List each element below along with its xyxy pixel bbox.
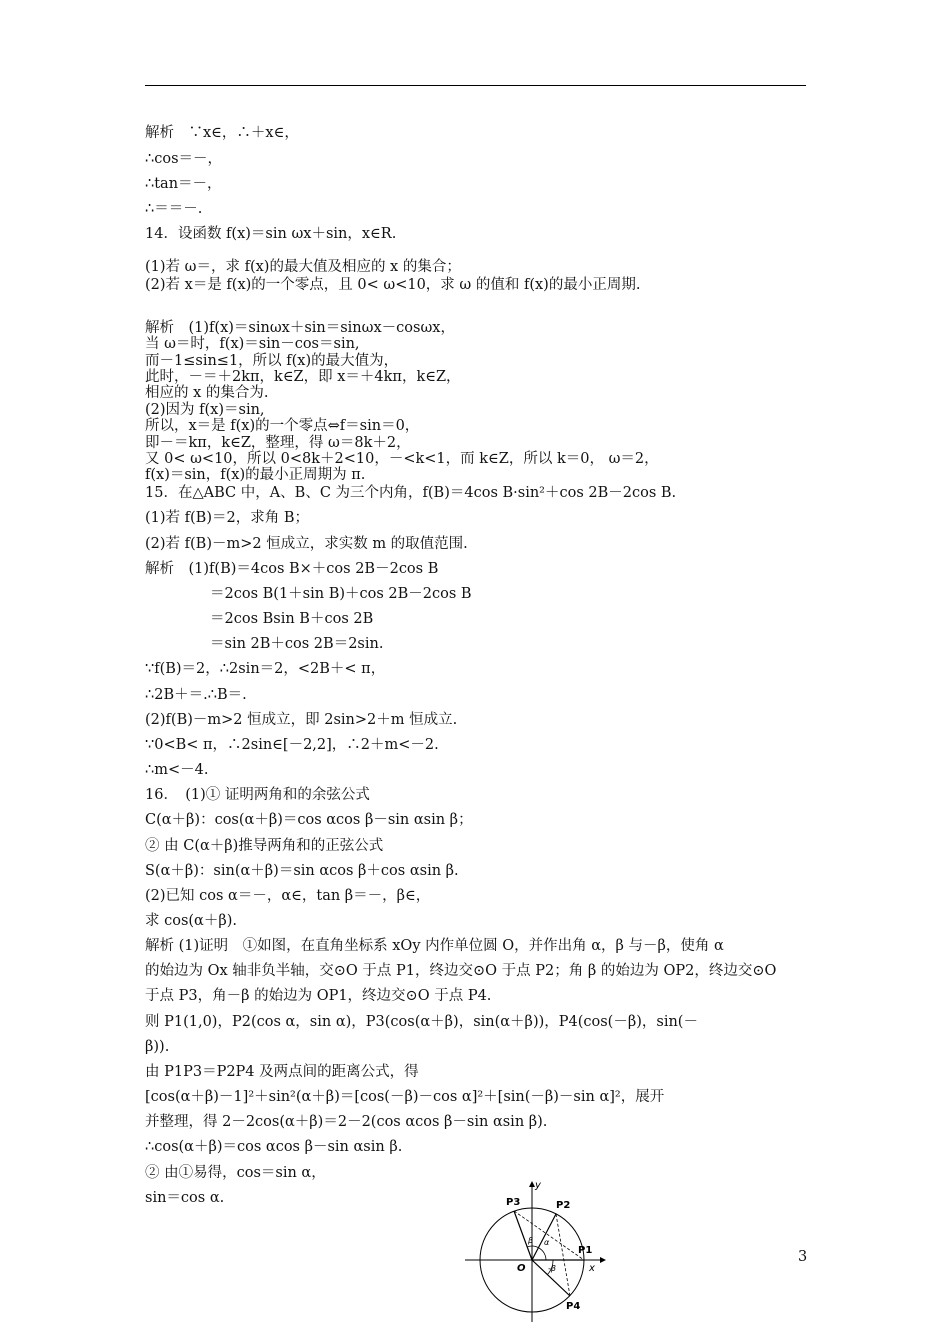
text-line: f(x)＝sin，f(x)的最小正周期为 π. xyxy=(145,467,366,483)
text-line: (2)若 f(B)－m>2 恒成立，求实数 m 的取值范围. xyxy=(145,536,468,552)
text-line: 解析 (1)证明 ①如图，在直角坐标系 xOy 内作单位圆 O，并作出角 α，β 与－β，使角 α xyxy=(145,938,724,954)
text-line: 而－1≤sin≤1，所以 f(x)的最大值为， xyxy=(145,353,399,369)
problem-14-title: 14．设函数 f(x)＝sin ωx＋sin，x∈R. xyxy=(145,226,397,242)
text-line: ＝sin 2B＋cos 2B＝2sin. xyxy=(210,636,384,652)
text-line: C(α＋β)：cos(α＋β)＝cos αcos β－sin αsin β； xyxy=(145,812,473,828)
text-line: 又 0< ω<10，所以 0<8k＋2<10，－<k<1，而 k∈Z，所以 k＝0， ω＝2， xyxy=(145,451,659,467)
label-p4: P4 xyxy=(566,1301,581,1312)
text-line: β)). xyxy=(145,1039,170,1055)
problem-15-title: 15．在△ABC 中，A、B、C 为三个内角，f(B)＝4cos B·sin²＋cos 2B－2cos B. xyxy=(145,485,677,501)
text-line: ∴m<－4. xyxy=(145,762,209,778)
text-line: ＝2cos B(1＋sin B)＋cos 2B－2cos B xyxy=(210,586,472,602)
text-line: (1)若 ω＝，求 f(x)的最大值及相应的 x 的集合； xyxy=(145,259,461,275)
text-line: 的始边为 Ox 轴非负半轴，交⊙O 于点 P1，终边交⊙O 于点 P2；角 β 的始边为 OP2，终边交⊙O xyxy=(145,963,777,979)
text-line: ∵0<B< π，∴2sin∈[－2,2]，∴2＋m<－2. xyxy=(145,737,439,753)
text-line: ∴2B＋＝.∴B＝. xyxy=(145,687,247,703)
text-line: 由 P1P3＝P2P4 及两点间的距离公式，得 xyxy=(145,1064,419,1080)
text-line: S(α＋β)：sin(α＋β)＝sin αcos β＋cos αsin β. xyxy=(145,863,459,879)
text-line: (2)f(B)－m>2 恒成立，即 2sin>2＋m 恒成立. xyxy=(145,712,458,728)
text-line: 当 ω＝时，f(x)＝sin－cos＝sin, xyxy=(145,336,360,352)
text-line: ② 由 C(α＋β)推导两角和的正弦公式 xyxy=(145,838,384,854)
text-line: 于点 P3，角－β 的始边为 OP1，终边交⊙O 于点 P4. xyxy=(145,988,492,1004)
chord-p1p3 xyxy=(514,1211,584,1260)
text-line: ∵f(B)＝2，∴2sin＝2，<2B＋< π， xyxy=(145,661,386,677)
text-line: [cos(α＋β)－1]²＋sin²(α＋β)＝[cos(－β)－cos α]²＋[sin(－β)－sin α]²，展开 xyxy=(145,1089,665,1105)
label-x: x xyxy=(589,1263,595,1274)
unit-circle-diagram xyxy=(460,1175,610,1325)
arc-beta xyxy=(527,1246,539,1248)
text-line: 相应的 x 的集合为. xyxy=(145,385,269,401)
text-line: 此时，－＝＋2kπ，k∈Z，即 x＝＋4kπ，k∈Z， xyxy=(145,369,461,385)
x-axis-arrow xyxy=(600,1257,606,1263)
label-y: y xyxy=(535,1180,541,1191)
page-number: 3 xyxy=(798,1249,808,1265)
text-line: 解析 ∵x∈，∴＋x∈， xyxy=(145,125,299,141)
text-line: (2)因为 f(x)＝sin, xyxy=(145,402,265,418)
text-line: 则 P1(1,0)，P2(cos α，sin α)，P3(cos(α＋β)，sin(α＋β))，P4(cos(－β)，sin(－ xyxy=(145,1014,698,1030)
label-p1: P1 xyxy=(578,1245,593,1256)
text-line: (1)若 f(B)＝2，求角 B； xyxy=(145,510,309,526)
text-line: ＝2cos Bsin B＋cos 2B xyxy=(210,611,374,627)
label-p3: P3 xyxy=(506,1197,521,1208)
label-origin: O xyxy=(517,1263,526,1274)
label-neg-beta: -β xyxy=(548,1264,556,1273)
text-line: ∴＝＝－. xyxy=(145,201,203,217)
text-line: 求 cos(α＋β). xyxy=(145,913,237,929)
label-p2: P2 xyxy=(556,1200,571,1211)
text-line: 解析 (1)f(x)＝sinωx＋sin＝sinωx－cosωx， xyxy=(145,320,455,336)
chord-p2p4 xyxy=(556,1214,570,1296)
text-line: 并整理，得 2－2cos(α＋β)＝2－2(cos αcos β－sin αsin β). xyxy=(145,1114,548,1130)
text-line: sin＝cos α. xyxy=(145,1190,225,1206)
header-rule xyxy=(145,85,806,86)
text-line: 所以，x＝是 f(x)的一个零点⇔f＝sin＝0， xyxy=(145,418,420,434)
text-line: 即－＝kπ，k∈Z，整理，得 ω＝8k＋2， xyxy=(145,435,411,451)
arc-alpha xyxy=(539,1248,546,1260)
text-line: ∴tan＝－， xyxy=(145,176,222,192)
text-line: ② 由①易得，cos＝sin α， xyxy=(145,1165,326,1181)
label-alpha: α xyxy=(544,1238,550,1247)
problem-16-title: 16． (1)① 证明两角和的余弦公式 xyxy=(145,787,370,803)
text-line: 解析 (1)f(B)＝4cos B×＋cos 2B－2cos B xyxy=(145,561,439,577)
text-line: ∴cos(α＋β)＝cos αcos β－sin αsin β. xyxy=(145,1139,403,1155)
text-line: (2)已知 cos α＝－，α∈，tan β＝－，β∈， xyxy=(145,888,431,904)
label-beta: β xyxy=(528,1236,534,1245)
text-line: (2)若 x＝是 f(x)的一个零点，且 0< ω<10，求 ω 的值和 f(x)的最小正周期. xyxy=(145,277,641,293)
text-line: ∴cos＝－， xyxy=(145,151,223,167)
